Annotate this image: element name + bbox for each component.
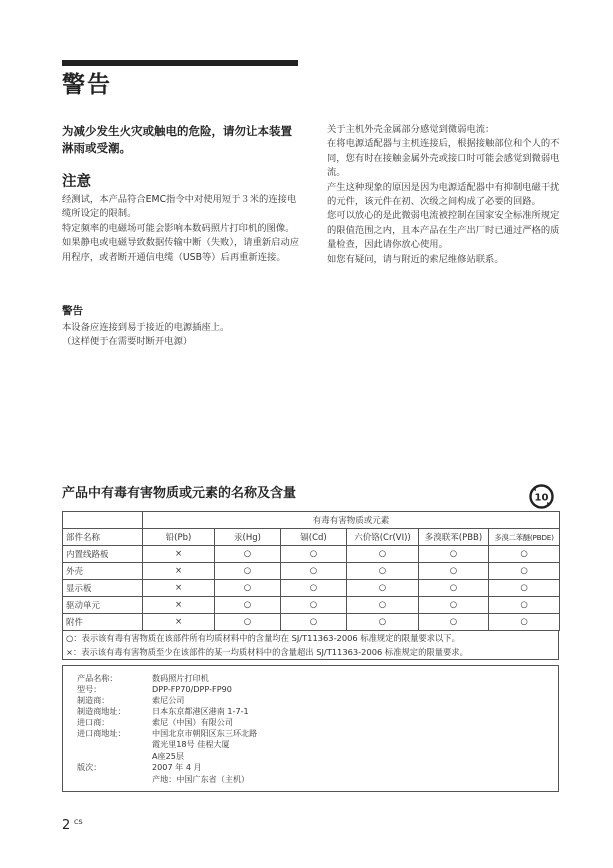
mark-cell: ○ [489,563,560,580]
table-row [63,597,560,614]
group-header: 有毒有害物质或元素 [143,512,560,529]
page-title: 警告 [62,72,112,98]
mark-cell: × [143,563,215,580]
substance-header: 六价铬(Cr(VI)) [347,529,419,546]
right-paragraph: 产生这种现象的原因是因为电源适配器中有抑制电磁干扰的元件，该元件在初、次级之间构成了必要的回路。 [327,181,560,208]
info-label: 制造商： [77,695,110,705]
table-row [63,580,560,597]
mark-cell: ○ [215,597,281,614]
mark-cell: ○ [281,546,347,563]
part-name: 内置线路板 [63,546,143,563]
legend-cross-note: ×：表示该有毒有害物质至少在该部件的某一均质材料中的含量超出 SJ/T11363-2006 标准规定的限量要求。 [66,647,468,657]
mark-cell: ○ [489,546,560,563]
info-label: 进口商地址： [77,728,126,738]
info-label: 进口商： [77,717,110,727]
mark-cell: × [143,580,215,597]
caution-paragraph: （这样便于在需要时断开电源） [62,336,193,348]
mark-cell: ○ [489,580,560,597]
caution-paragraph: 本设备应连接到易于接近的电源插座上。 [62,322,230,333]
info-value: 日本东京都港区港南 1-7-1 [152,706,249,716]
table-legend [62,631,559,660]
mark-cell: ○ [281,580,347,597]
notice-paragraph: 如果静电或电磁导致数据传输中断（失败），请重新启动应用程序，或者断开通信电缆（USB等）后再重新连接。 [62,237,300,263]
part-name: 附件 [63,614,143,631]
substance-header: 汞(Hg) [215,529,281,546]
part-name: 驱动单元 [63,597,143,614]
table-corner [63,512,143,529]
mark-cell: × [143,597,215,614]
info-value: DPP-FP70/DPP-FP90 [152,684,232,694]
mark-cell: ○ [347,614,419,631]
info-value: 索尼（中国）有限公司 [152,717,233,727]
product-info-box [62,665,559,792]
right-paragraph: 在将电源适配器与主机连接后，根据接触部位和个人的不同，您有时在接触金属外壳或接口时可能会感觉到微弱电流。 [327,138,560,179]
notice-body [62,193,300,265]
mark-cell: ○ [347,597,419,614]
mark-cell: ○ [347,546,419,563]
mark-cell: ○ [281,614,347,631]
environment-protection-period-icon [528,483,555,510]
mark-cell: ○ [419,546,489,563]
notice-paragraph: 特定频率的电磁场可能会影响本数码照片打印机的图像。 [62,222,295,234]
mark-cell: × [143,614,215,631]
mark-cell: ○ [347,580,419,597]
substance-header: 多溴二苯醚(PBDE) [489,529,560,546]
caution-heading: 警告 [62,305,83,317]
mark-cell: ○ [215,614,281,631]
part-name: 外壳 [63,563,143,580]
hazardous-substance-table [62,511,560,631]
substance-header: 镉(Cd) [281,529,347,546]
part-header: 部件名称 [63,529,143,546]
table-row [63,563,560,580]
mark-cell: ○ [281,563,347,580]
info-label: 型号： [77,684,102,694]
info-value: 数码照片打印机 [152,673,209,683]
mark-cell: ○ [419,614,489,631]
mark-cell: ○ [419,580,489,597]
info-label: 产品名称： [77,673,118,683]
substance-header: 铅(Pb) [143,529,215,546]
right-paragraph: 关于主机外壳金属部分感觉到微弱电流： [327,124,495,135]
table-row [63,614,560,631]
period-number: 10 [534,492,549,504]
mark-cell: ○ [347,563,419,580]
mark-cell: ○ [489,597,560,614]
hazard-section-title: 产品中有毒有害物质或元素的名称及含量 [62,486,297,501]
info-label: 制造商地址： [77,706,126,716]
leakage-current-notice [327,123,561,267]
info-value: 2007 年 4 月 [152,762,202,772]
info-value: 索尼公司 [152,695,185,705]
info-value: A座25层 [152,751,185,761]
legend-circle-note: ○：表示该有毒有害物质在该部件所有均质材料中的含量均在 SJ/T11363-2006 标准规定的限量要求以下。 [66,633,460,643]
substance-header: 多溴联苯(PBB) [419,529,489,546]
info-value: 霞光里18号 佳程大厦 [152,739,230,749]
notice-heading: 注意 [62,174,91,190]
mark-cell: ○ [489,614,560,631]
right-paragraph: 您可以放心的是此微弱电流被控制在国家安全标准所规定的限值范围之内，且本产品在生产出厂时已通过严格的质量检查，因此请你放心使用。 [327,210,560,251]
table-row [63,546,560,563]
part-name: 显示板 [63,580,143,597]
right-paragraph: 如您有疑问，请与附近的索尼维修站联系。 [327,253,504,265]
fire-warning: 为减少发生火灾或触电的危险，请勿让本装置淋雨或受潮。 [62,124,292,155]
mark-cell: ○ [215,580,281,597]
mark-cell: ○ [419,597,489,614]
notice-paragraph: 经测试，本产品符合EMC指令中对使用短于３米的连接电缆所设定的限制。 [62,194,297,220]
caution-body [62,321,300,350]
mark-cell: ○ [281,597,347,614]
mark-cell: ○ [215,563,281,580]
mark-cell: × [143,546,215,563]
page-language-code: CS [74,818,83,826]
page-number: 2 [62,818,71,833]
mark-cell: ○ [419,563,489,580]
info-value: 中国北京市朝阳区东三环北路 [152,728,258,738]
mark-cell: ○ [215,546,281,563]
info-value: 产地：中国广东省（主机） [152,774,250,784]
info-label: 版次： [77,762,102,772]
